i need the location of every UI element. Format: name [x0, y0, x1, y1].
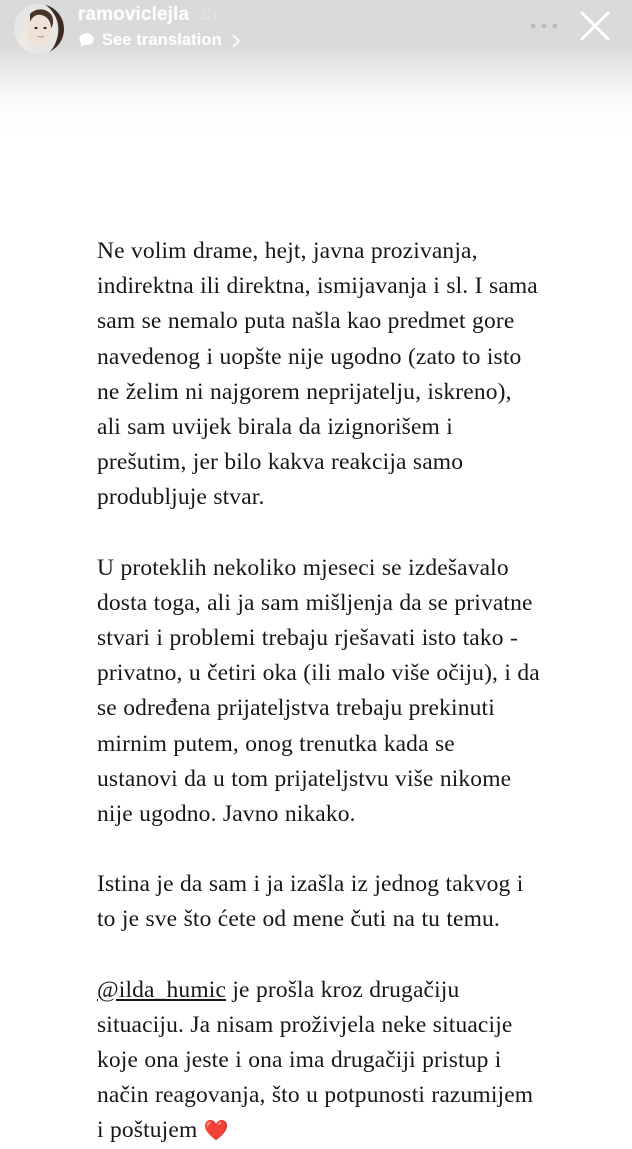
paragraph-1: Ne volim drame, hejt, javna prozivanja, indirektna ili direktna, ismijavanja i sl. I sama sam se nemalo puta našla kao predmet gore navedenog i uopšte nije ugodno (zato to isto ne želim ni najgorem neprijatelju, iskreno), ali sam uvijek birala da izignorišem i prešutim, jer bilo kakva reakcija samo produbljuje stvar.: [97, 238, 538, 511]
paragraph-4: [97, 973, 541, 1149]
paragraph-3: Istina je da sam i ja izašla iz jednog takvog i to je sve što ćete od mene čuti na tu temu.: [97, 871, 524, 933]
story-header: [0, 0, 632, 60]
story-text-content: [97, 234, 541, 1149]
timestamp: 3h: [198, 5, 217, 24]
username-row: [78, 5, 242, 24]
translate-bubble-icon: [78, 32, 95, 49]
username[interactable]: ramoviclejla: [78, 4, 190, 25]
paragraph-2: U proteklih nekoliko mjeseci se izdešavalo dosta toga, ali ja sam mišljenja da se privatne stvari i problemi trebaju rješavati isto tako - privatno, u četiri oka (ili malo više očiju), i da se određena prijateljstva trebaju prekinuti mirnim putem, onog trenutka kada se ustanovi da u tom prijateljstvu više nikome nije ugodno. Javno nikako.: [97, 554, 540, 828]
see-translation-label: See translation: [102, 31, 222, 49]
header-text-block: [78, 3, 242, 50]
see-translation-button[interactable]: [78, 31, 242, 50]
chevron-right-icon: [231, 34, 242, 48]
header-actions: [524, 0, 632, 52]
red-heart-emoji: ❤️: [203, 1118, 229, 1143]
mention-link[interactable]: @ilda_humic: [97, 976, 227, 1003]
paragraph-4-text: je prošla kroz drugačiju situaciju. Ja nisam proživjela neke situacije koje ona jeste i ona ima drugačiji pristup i način reagovanja, što u potpunosti razumijem i poštujem: [97, 976, 534, 1144]
more-options-icon[interactable]: [524, 6, 564, 46]
close-icon[interactable]: [572, 3, 618, 49]
avatar[interactable]: [14, 4, 64, 54]
